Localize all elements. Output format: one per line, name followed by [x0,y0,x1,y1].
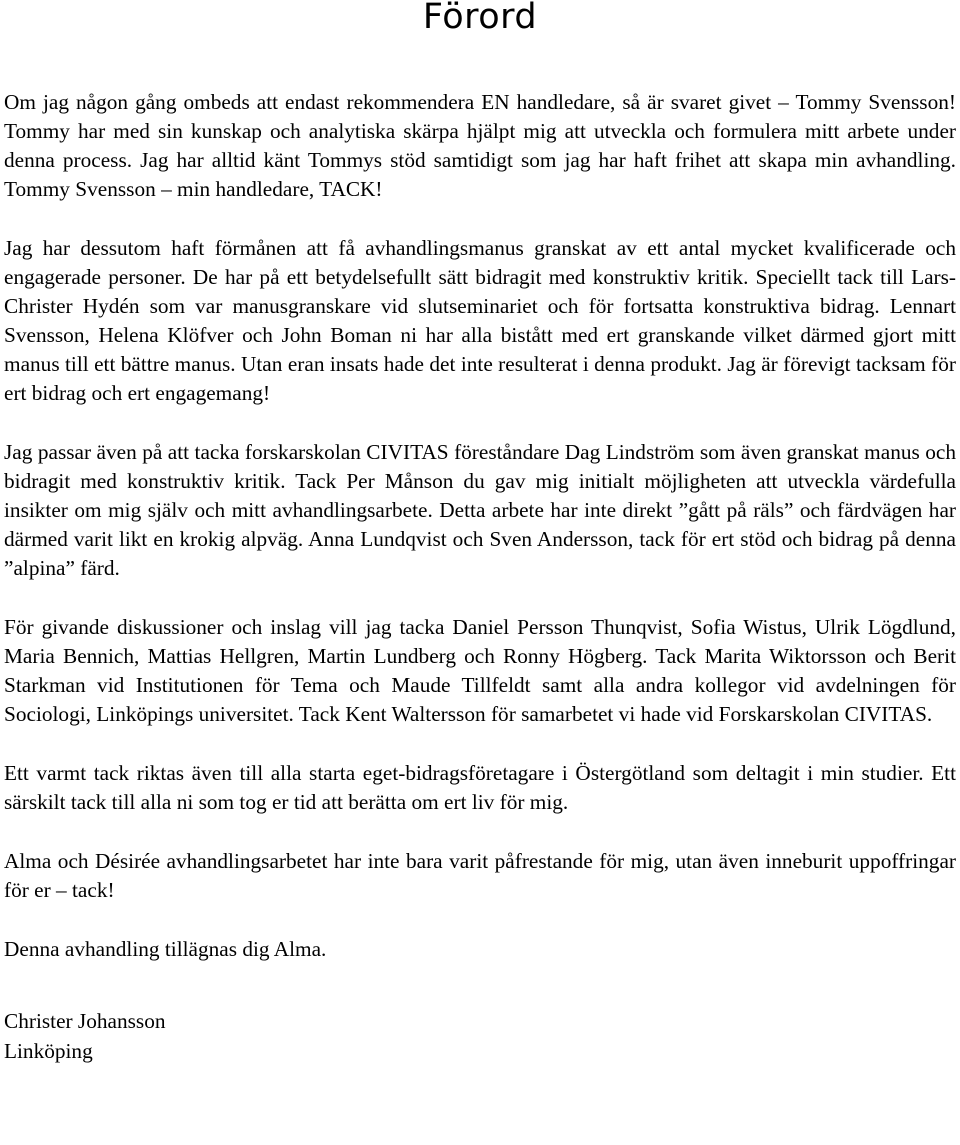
author-name: Christer Johansson [4,1009,166,1033]
paragraph-colleagues: För givande diskussioner och inslag vill jag tacka Daniel Persson Thunqvist, Sofia Wistus, Ulrik Lögdlund, Maria Bennich, Mattias Hellgren, Martin Lundberg och Ronny Högberg. Tack Marita Wiktorsson och Berit Starkman vid Institutionen för Tema och Maude Tillfeldt samt alla andra kollegor vid avdelningen för Sociologi, Linköpings universitet. Tack Kent Waltersson för samarbetet vi hade vid Forskarskolan CIVITAS. [4,615,956,726]
author-place: Linköping [4,1039,93,1063]
paragraph-supervisor: Om jag någon gång ombeds att endast rekommendera EN handledare, så är svaret givet – Tommy Svensson! Tommy har med sin kunskap och analytiska skärpa hjälpt mig att utveckla och formulera mitt arbete under denna process. Jag har alltid känt Tommys stöd samtidigt som jag har haft frihet att skapa min avhandling. Tommy Svensson – min handledare, TACK! [4,90,956,201]
paragraph-dedication: Denna avhandling tillägnas dig Alma. [4,937,327,961]
paragraph-civitas: Jag passar även på att tacka forskarskolan CIVITAS föreståndare Dag Lindström som även granskat manus och bidragit med konstruktiv kritik. Tack Per Månson du gav mig initialt möjligheten att utveckla värdefulla insikter om mig själv och mitt avhandlingsarbete. Detta arbete har inte direkt ”gått på räls” och färdvägen har därmed varit likt en krokig alpväg. Anna Lundqvist och Sven Andersson, tack för ert stöd och bidrag på denna ”alpina” färd. [4,440,956,580]
paragraph-reviewers: Jag har dessutom haft förmånen att få avhandlingsmanus granskat av ett antal mycket kvalificerade och engagerade personer. De har på ett betydelsefullt sätt bidragit med konstruktiv kritik. Speciellt tack till Lars-Christer Hydén som var manusgranskare vid slutseminariet och för fortsatta konstruktiva bidrag. Lennart Svensson, Helena Klöfver och John Boman ni har alla bistått med ert granskande vilket därmed gjort mitt manus till ett bättre manus. Utan eran insats hade det inte resulterat i denna produkt. Jag är förevigt tacksam för ert bidrag och ert engagemang! [4,236,956,405]
signature-block [4,1006,956,1066]
paragraph-participants: Ett varmt tack riktas även till alla starta eget-bidragsföretagare i Östergötland som deltagit i min studier. Ett särskilt tack till alla ni som tog er tid att berätta om ert liv för mig. [4,761,956,814]
paragraph-family: Alma och Désirée avhandlingsarbetet har inte bara varit påfrestande för mig, utan även inneburit uppoffringar för er – tack! [4,849,956,902]
page-title: Förord [422,0,538,37]
preface-body [4,88,956,964]
